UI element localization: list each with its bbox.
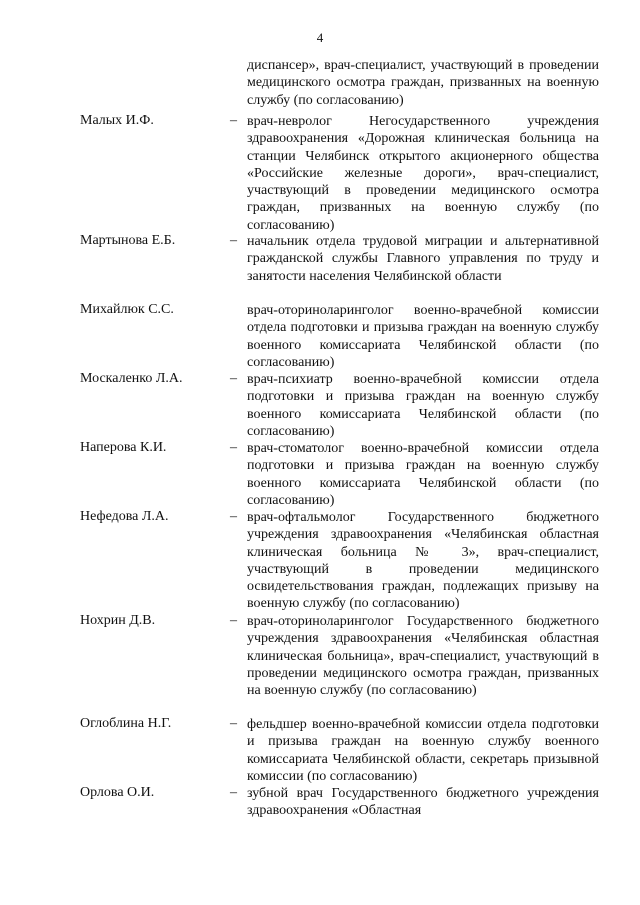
dash: – bbox=[230, 509, 237, 524]
position-description: начальник отдела трудовой миграции и альтернативной гражданской службы Главного управления по труду и занятости населения Челябинской области bbox=[247, 234, 599, 284]
dash: – bbox=[230, 613, 237, 628]
position-description: врач-оториноларинголог военно-врачебной комиссии отдела подготовки и призыва граждан на военную службу военного комиссариата Челябинской области (по согласованию) bbox=[247, 303, 599, 370]
person-name: Москаленко Л.А. bbox=[80, 371, 183, 386]
dash: – bbox=[230, 440, 237, 455]
position-description: врач-офтальмолог Государственного бюджетного учреждения здравоохранения «Челябинская областная клиническая больница № 3», врач-специалист, участвующий в проведении медицинского освидетельствования граждан, подлежащих призыву на военную службу (по согласованию) bbox=[247, 510, 599, 612]
continuation-text: диспансер», врач-специалист, участвующий в проведении медицинского осмотра граждан, призванных на военную службу (по согласованию) bbox=[247, 58, 599, 108]
dash: – bbox=[230, 233, 237, 248]
position-description: фельдшер военно-врачебной комиссии отдела подготовки и призыва граждан на военную службу военного комиссариата Челябинской области, секретарь призывной комиссии (по согласованию) bbox=[247, 717, 599, 784]
dash: – bbox=[230, 113, 237, 128]
person-name: Орлова О.И. bbox=[80, 785, 155, 800]
person-name: Наперова К.И. bbox=[80, 440, 167, 455]
person-name: Михайлюк С.С. bbox=[80, 302, 174, 317]
position-description: врач-невролог Негосударственного учреждения здравоохранения «Дорожная клиническая больница на станции Челябинск открытого акционерного общества «Российские железные дороги», врач-специалист, участвующий в проведении медицинского осмотра граждан, призванных на военную службу (по согласованию) bbox=[247, 114, 599, 233]
position-description: зубной врач Государственного бюджетного учреждения здравоохранения «Областная bbox=[247, 786, 599, 819]
dash: – bbox=[230, 371, 237, 386]
position-description: врач-стоматолог военно-врачебной комиссии отдела подготовки и призыва граждан на военную службу военного комиссариата Челябинской области (по согласованию) bbox=[247, 441, 599, 508]
person-name: Мартынова Е.Б. bbox=[80, 233, 176, 248]
position-description: врач-психиатр военно-врачебной комиссии отдела подготовки и призыва граждан на военную службу военного комиссариата Челябинской области (по согласованию) bbox=[247, 372, 599, 439]
page-number: 4 bbox=[316, 30, 324, 45]
person-name: Малых И.Ф. bbox=[80, 113, 154, 128]
person-name: Нефедова Л.А. bbox=[80, 509, 169, 524]
dash: – bbox=[230, 716, 237, 731]
dash: – bbox=[230, 785, 237, 800]
person-name: Нохрин Д.В. bbox=[80, 613, 156, 628]
position-description: врач-оториноларинголог Государственного бюджетного учреждения здравоохранения «Челябинская областная клиническая больница», врач-специалист, участвующий в проведении медицинского осмотра граждан, призванных на военную службу (по согласованию) bbox=[247, 614, 599, 699]
person-name: Оглоблина Н.Г. bbox=[80, 716, 172, 731]
